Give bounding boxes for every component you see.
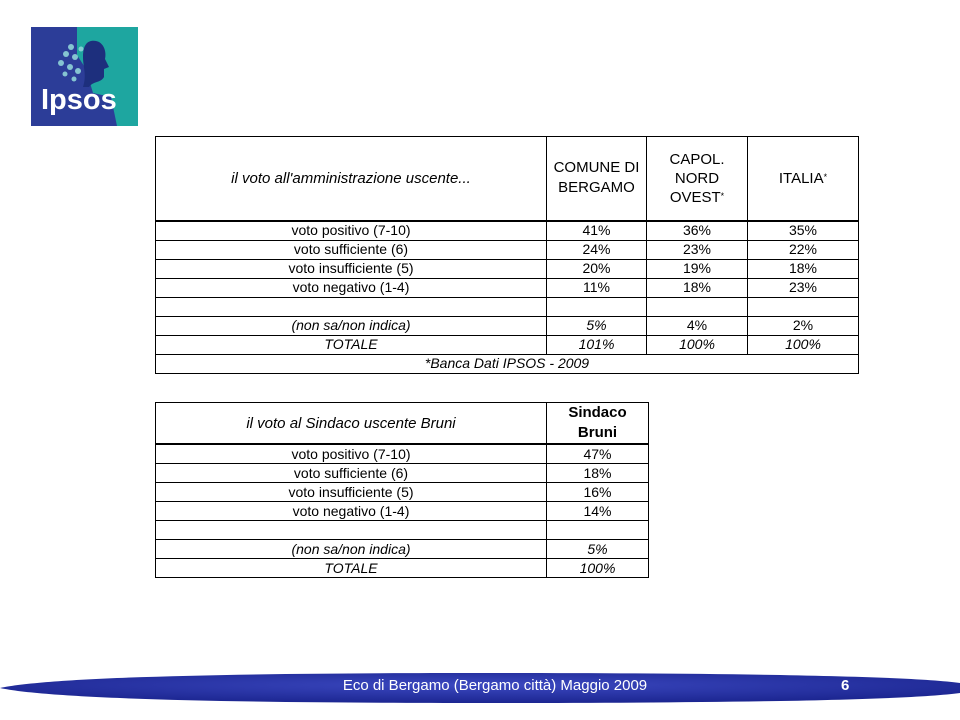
cell-capol: 100%	[647, 335, 748, 354]
col-comune-header	[547, 137, 647, 221]
table-row	[156, 316, 859, 335]
cell-comune: 24%	[547, 240, 647, 259]
table-row	[156, 502, 649, 521]
row-label: voto negativo (1-4)	[156, 502, 547, 521]
cell-capol: 4%	[647, 316, 748, 335]
ipsos-logo	[31, 27, 138, 126]
cell-capol: 23%	[647, 240, 748, 259]
cell-capol: 19%	[647, 259, 748, 278]
cell-comune: 41%	[547, 221, 647, 241]
cell-italia: 18%	[748, 259, 859, 278]
col-capol-line2: NORD	[674, 169, 720, 187]
table-header-row	[156, 403, 649, 445]
col-sindaco-line2: Bruni	[577, 424, 618, 441]
mayor-vote-table	[155, 402, 649, 578]
page-number: 6	[841, 677, 850, 694]
col-italia-label: ITALIA	[778, 169, 824, 187]
cell-italia: 2%	[748, 316, 859, 335]
cell-capol	[647, 297, 748, 316]
row-label: voto sufficiente (6)	[156, 464, 547, 483]
cell-sindaco: 18%	[547, 464, 649, 483]
cell-comune: 20%	[547, 259, 647, 278]
row-label: (non sa/non indica)	[156, 316, 547, 335]
col-italia-header	[748, 137, 859, 221]
col-capol-header	[647, 137, 748, 221]
table-footnote-row	[156, 354, 859, 373]
cell-comune: 11%	[547, 278, 647, 297]
table-row	[156, 464, 649, 483]
table-row	[156, 259, 859, 278]
logo-text: Ipsos	[41, 84, 117, 116]
table-header-row	[156, 137, 859, 221]
cell-sindaco: 47%	[547, 444, 649, 464]
row-label: TOTALE	[156, 335, 547, 354]
cell-italia: 100%	[748, 335, 859, 354]
table-row-empty	[156, 297, 859, 316]
cell-italia: 22%	[748, 240, 859, 259]
cell-comune	[547, 297, 647, 316]
table-row	[156, 483, 649, 502]
row-label	[156, 521, 547, 540]
cell-sindaco	[547, 521, 649, 540]
row-label: voto insufficiente (5)	[156, 259, 547, 278]
question-header: il voto al Sindaco uscente Bruni	[156, 403, 547, 445]
row-label: voto insufficiente (5)	[156, 483, 547, 502]
col-capol-line3: OVEST	[669, 188, 721, 206]
cell-capol: 36%	[647, 221, 748, 241]
col-capol-footnote-mark: *	[720, 190, 725, 201]
row-label: voto negativo (1-4)	[156, 278, 547, 297]
table-row	[156, 240, 859, 259]
table-row	[156, 540, 649, 559]
table-row	[156, 221, 859, 241]
cell-sindaco: 16%	[547, 483, 649, 502]
row-label: (non sa/non indica)	[156, 540, 547, 559]
cell-comune: 5%	[547, 316, 647, 335]
cell-italia: 35%	[748, 221, 859, 241]
cell-sindaco: 100%	[547, 559, 649, 578]
cell-italia: 23%	[748, 278, 859, 297]
cell-sindaco: 5%	[547, 540, 649, 559]
cell-comune: 101%	[547, 335, 647, 354]
cell-capol: 18%	[647, 278, 748, 297]
table-footnote: *Banca Dati IPSOS - 2009	[156, 354, 859, 373]
table-row-empty	[156, 521, 649, 540]
question-header: il voto all'amministrazione uscente...	[156, 137, 547, 221]
footer-caption: Eco di Bergamo (Bergamo città) Maggio 2009	[342, 677, 648, 694]
table-row-total	[156, 559, 649, 578]
col-comune-line2: BERGAMO	[558, 179, 635, 197]
row-label: voto sufficiente (6)	[156, 240, 547, 259]
admin-vote-table	[155, 136, 859, 374]
row-label	[156, 297, 547, 316]
cell-italia	[748, 297, 859, 316]
table-row	[156, 444, 649, 464]
table-row-total	[156, 335, 859, 354]
col-italia-footnote-mark: *	[823, 171, 828, 182]
col-capol-line1: CAPOL.	[669, 150, 725, 168]
col-comune-line1: COMUNE DI	[553, 159, 640, 177]
table-row	[156, 278, 859, 297]
row-label: TOTALE	[156, 559, 547, 578]
row-label: voto positivo (7-10)	[156, 444, 547, 464]
cell-sindaco: 14%	[547, 502, 649, 521]
col-sindaco-header	[547, 403, 649, 445]
col-sindaco-line1: Sindaco	[568, 404, 627, 421]
row-label: voto positivo (7-10)	[156, 221, 547, 241]
